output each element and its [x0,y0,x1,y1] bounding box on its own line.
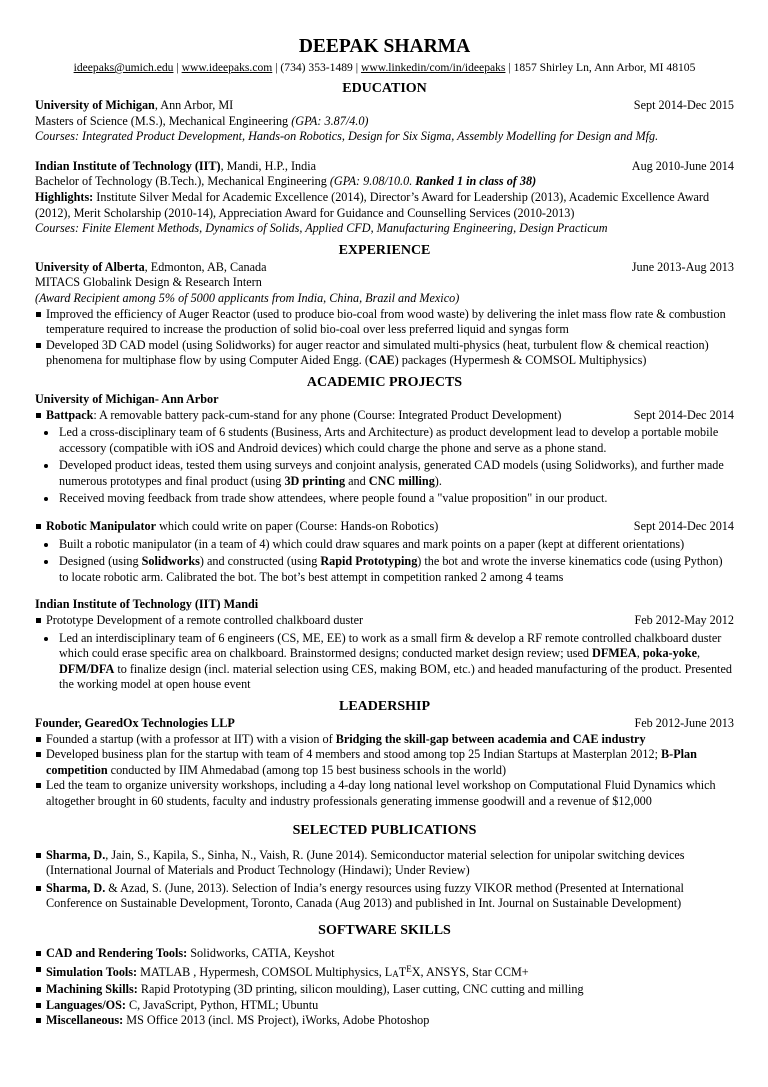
list-item: Founded a startup (with a professor at IIT) with a vision of Bridging the skill-gap between academia and CAE industry [35,732,734,748]
education-umich-row [35,98,734,114]
date-range: Aug 2010-June 2014 [631,158,734,173]
project-duster [35,613,734,629]
section-title-education: EDUCATION [342,81,427,96]
date-range: Feb 2012-June 2013 [634,716,734,730]
list-item: Simulation Tools: MATLAB , Hypermesh, COMSOL Multiphysics, $LAT^EX$, ANSYS, Star CCM+ [35,962,734,983]
education-iit-row [35,159,734,175]
org-name: Founder, GearedOx Technologies LLP [35,716,235,730]
date-range: Sept 2014-Dec 2014 [633,519,734,534]
list-item: Built a robotic manipulator (in a team of 4) which could draw squares and mark points on a paper (kept at different orientations) [35,537,734,553]
list-item: Sharma, D., Jain, S., Kapila, S., Sinha, N., Vaish, R. (June 2014). Semiconductor material selection for unipolar switching devices (International Journal of Materials and Product Technology (Hindawi); Under Review) [35,848,734,879]
list-item: Miscellaneous: MS Office 2013 (incl. MS Project), iWorks, Adobe Photoshop [35,1013,734,1029]
publication-list [35,848,734,912]
project-robotic [35,519,734,535]
date-range: June 2013-Aug 2013 [631,259,734,274]
email-link[interactable]: ideepaks@umich.edu [73,61,174,74]
list-item: Languages/OS: C, JavaScript, Python, HTML; Ubuntu [35,998,734,1014]
section-title-skills: SOFTWARE SKILLS [318,922,451,938]
separator: | [505,61,514,74]
skills-list [35,946,734,1029]
website-link[interactable]: www.ideepaks.com [181,61,273,74]
org-name: Indian Institute of Technology (IIT) Mandi [35,597,259,612]
project-header: Prototype Development of a remote controlled chalkboard duster Feb 2012-May 2012 [35,613,734,629]
phone: (734) 353-1489 [280,61,353,74]
list-item: Machining Skills: Rapid Prototyping (3D printing, silicon moulding), Laser cutting, CNC cutting and milling [35,982,734,998]
project-header: Robotic Manipulator which could write on paper (Course: Hands-on Robotics) Sept 2014-Dec 2014 [35,519,734,535]
org-name: University of Michigan- Ann Arbor [35,391,219,406]
highlights-line: Highlights: Institute Silver Medal for Academic Excellence (2014), Director’s Award for Leadership (2013), Academic Excellence Award (2012), Merit Scholarship (2010-14), Appreciation Award for Guidance and Counselling Services (2010-2013) [35,189,710,220]
list-item: Developed 3D CAD model (using Solidworks) for auger reactor and simulated multi-physics (heat, turbulent flow & chemical reaction) phenomena for multiphase flow by using Computer Aided Engg. (CAE) packages (Hypermesh & COMSOL Multiphysics) [35,338,734,369]
section-title-experience: EXPERIENCE [338,242,431,258]
list-item: Led a cross-disciplinary team of 6 students (Business, Arts and Architecture) as product development lead to develop a portable mobile accessory (compatible with iOS and Android devices) which could charge the phone and serve as a phone stand. [35,425,734,456]
list-item: Developed business plan for the startup with team of 4 members and stood among top 25 Indian Startups at Masterplan 2012; B-Plan competition conducted by IIM Ahmedabad (among top 15 best business schools in the world) [35,747,734,778]
list-item: CAD and Rendering Tools: Solidworks, CATIA, Keyshot [35,946,734,962]
leadership-bullets [35,732,734,810]
org-location: , Edmonton, AB, Canada [144,259,267,274]
role-title: MITACS Globalink Design & Research Intern [35,275,262,290]
contact-line [35,60,734,75]
project-battpack [35,408,734,424]
list-item: Led the team to organize university workshops, including a 4-day long national level workshop on Computational Fluid Dynamics which altogether brought in 60 students, faculty and industry professionals generating immense goodwill and a revenue of $12,000 [35,778,734,809]
degree-line: Bachelor of Technology (B.Tech.), Mechanical Engineering (GPA: 9.08/10.0. Ranked 1 in class of 38) [35,174,537,189]
project-duster-details [35,631,734,693]
courses-line: Courses: Integrated Product Development, Hands-on Robotics, Design for Six Sigma, Assembly Modelling for Design and Mfg. [35,129,659,144]
list-item: Improved the efficiency of Auger Reactor (used to produce bio-coal from wood waste) by delivering the inlet mass flow rate & combustion temperature required to increase the production of solid bio-coal over less preferred liquid and syngas form [35,307,734,338]
degree-line: Masters of Science (M.S.), Mechanical Engineering (GPA: 3.87/4.0) [35,113,369,128]
school-location: , Ann Arbor, MI [154,98,234,112]
courses-line: Courses: Finite Element Methods, Dynamics of Solids, Applied CFD, Manufacturing Engineering, Design Practicum [35,221,608,236]
experience-row [35,260,734,276]
separator: | [173,61,182,74]
project-battpack-details [35,425,734,507]
separator: | [352,61,361,74]
list-item: Developed product ideas, tested them using surveys and conjoint analysis, generated CAD models (using Solidworks), and further made numerous prototypes and final product (using 3D printing and CNC milling). [35,458,734,489]
separator: | [272,61,281,74]
experience-bullets [35,307,734,369]
date-range: Sept 2014-Dec 2014 [633,407,734,422]
list-item: Designed (using Solidworks) and constructed (using Rapid Prototyping) the bot and wrote the inverse kinematics code (using Python) to locate robotic arm. Calibrated the bot. The bot’s best attempt in competition ranked 2 among 4 teams [35,554,734,585]
leadership-row [35,716,734,732]
address: 1857 Shirley Ln, Ann Arbor, MI 48105 [513,61,696,74]
date-range: Sept 2014-Dec 2015 [633,98,734,112]
school-name: University of Michigan [35,98,155,112]
project-robotic-details [35,537,734,586]
linkedin-link[interactable]: www.linkedin/com/in/ideepaks [360,61,506,74]
list-item: Received moving feedback from trade show attendees, where people found a "value proposition" in our product. [35,491,734,507]
date-range: Feb 2012-May 2012 [634,613,734,628]
list-item: Led an interdisciplinary team of 6 engineers (CS, ME, EE) to work as a small firm & develop a RF remote controlled chalkboard duster which could erase specific area on chalkboard. Brainstormed designs; conducted market design review; used DFMEA, poka-yoke, DFM/DFA to finalize design (incl. material selection using CES, making BOM, etc.) and headed manufacturing of the product. Presented the working model at open house event [35,631,734,693]
list-item: Sharma, D. & Azad, S. (June, 2013). Selection of India’s energy resources using fuzzy VIKOR method (Presented at International Conference on Sustainable Development, Toronto, Canada (Aug 2013) and published in Int. Journal on Sustainable Development) [35,881,734,912]
section-title-leadership: LEADERSHIP [338,699,431,714]
award-note: (Award Recipient among 5% of 5000 applicants from India, China, Brazil and Mexico) [35,290,460,305]
section-title-publications: SELECTED PUBLICATIONS [292,822,477,838]
school-name: Indian Institute of Technology (IIT) [35,158,221,173]
section-title-projects: ACADEMIC PROJECTS [306,374,463,390]
project-header: Battpack: A removable battery pack-cum-stand for any phone (Course: Integrated Product Development) Sept 2014-Dec 2014 [35,408,734,424]
candidate-name: DEEPAK SHARMA [298,36,471,57]
school-location: , Mandi, H.P., India [220,158,317,173]
org-name: University of Alberta [35,259,145,274]
